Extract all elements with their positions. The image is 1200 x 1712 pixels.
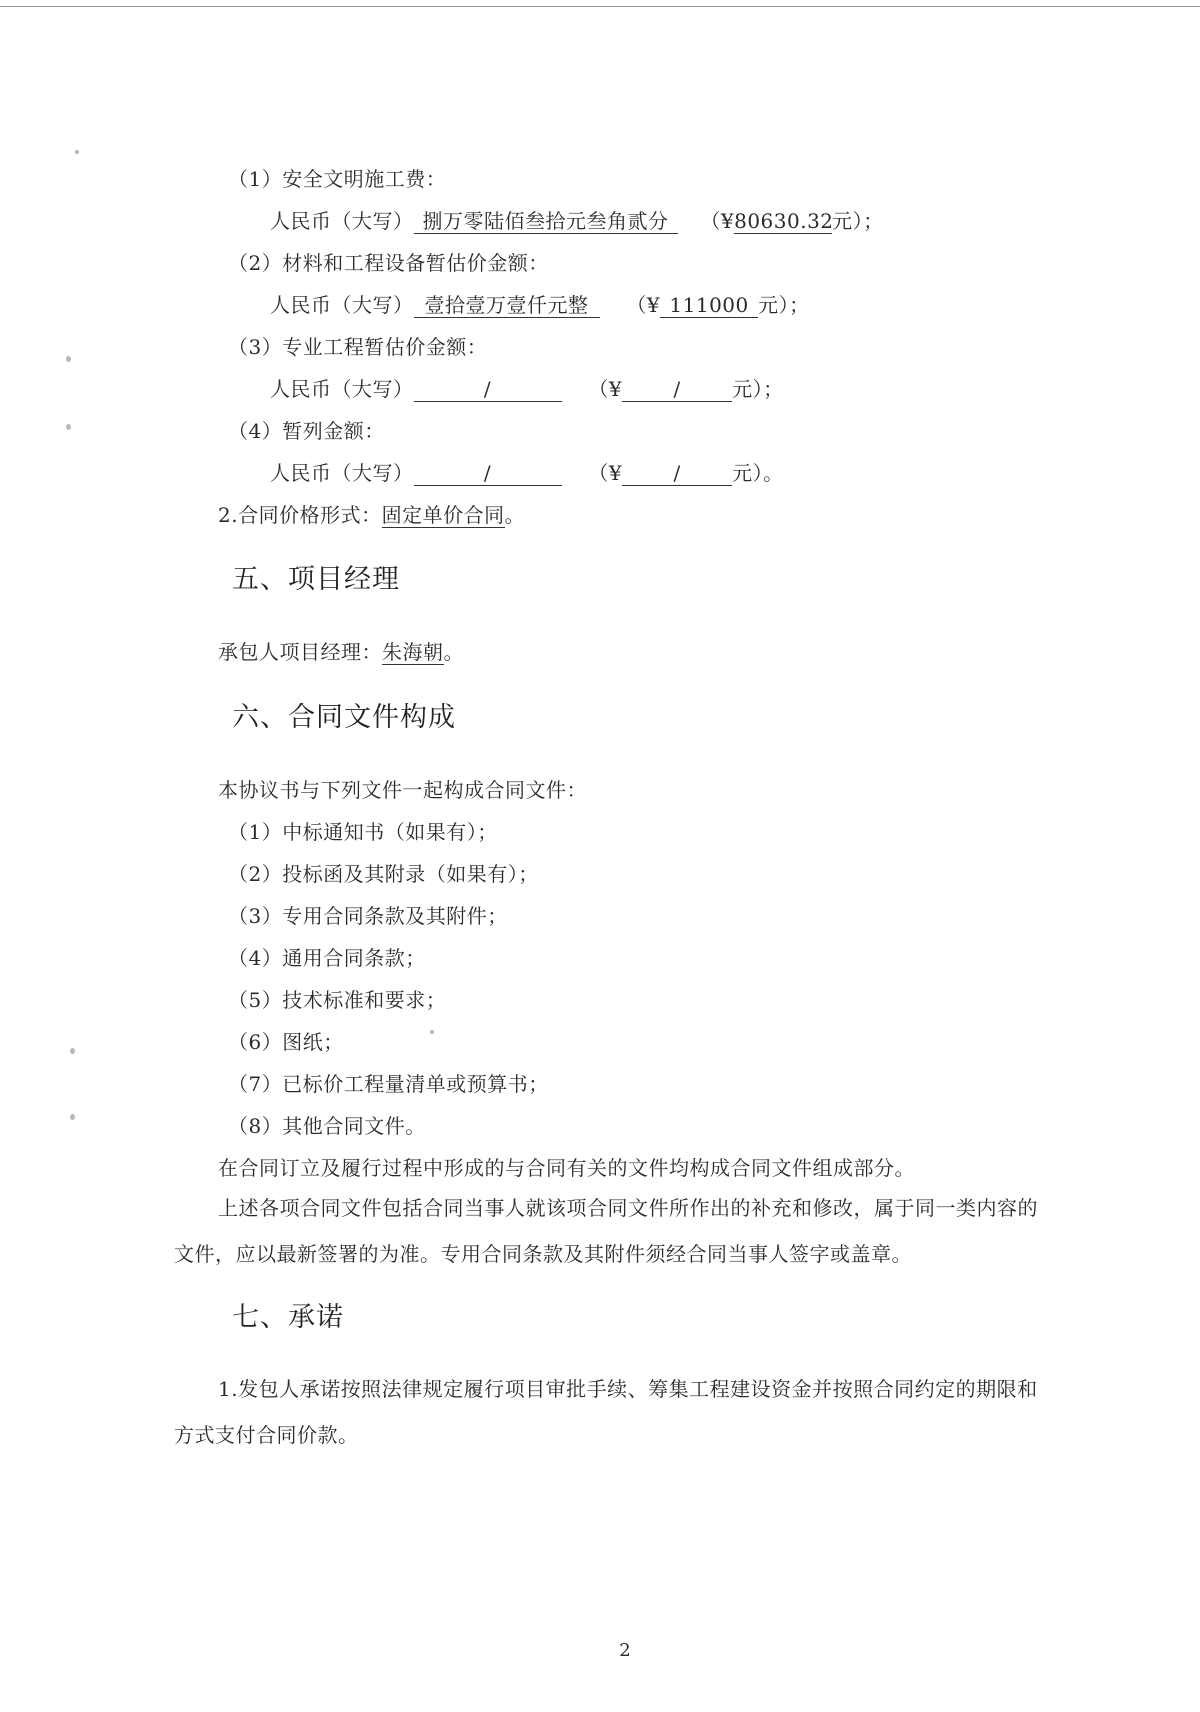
rmb-prefix: 人民币（大写） — [270, 377, 414, 401]
fee-item-3-amount-line — [270, 375, 784, 403]
paren-open: （¥ — [588, 461, 623, 485]
scan-speck — [66, 356, 71, 362]
project-manager-label: 承包人项目经理： — [218, 640, 382, 664]
amount-number: / — [622, 461, 732, 486]
top-border-line — [0, 6, 1200, 7]
paren-open: （¥ — [588, 377, 623, 401]
scan-speck — [75, 150, 79, 154]
scan-speck — [66, 424, 71, 430]
fee-item-1-label: （1）安全文明施工费： — [228, 167, 447, 191]
price-form-value: 固定单价合同 — [381, 503, 505, 527]
rmb-prefix: 人民币（大写） — [270, 293, 414, 317]
paren-close: 元）； — [832, 209, 884, 233]
list-item: （5）技术标准和要求； — [228, 988, 447, 1012]
paren-open: （¥ — [626, 293, 661, 317]
paren-open: （¥ — [700, 209, 735, 233]
rmb-words: 捌万零陆佰叁拾元叁角贰分 — [414, 209, 678, 234]
contract-docs-paragraph-1: 在合同订立及履行过程中形成的与合同有关的文件均构成合同文件组成部分。 — [218, 1156, 915, 1180]
paren-close: 元）； — [758, 293, 810, 317]
paren-close: 元）。 — [732, 461, 784, 485]
project-manager-name: 朱海朝 — [382, 640, 444, 664]
fee-item-2-label: （2）材料和工程设备暂估价金额： — [228, 251, 549, 275]
list-item: （3）专用合同条款及其附件； — [228, 904, 508, 928]
scan-speck — [70, 1114, 75, 1120]
rmb-prefix: 人民币（大写） — [270, 209, 414, 233]
fee-item-3-label: （3）专业工程暂估价金额： — [228, 335, 488, 359]
section-5-heading: 五、项目经理 — [232, 564, 400, 595]
contract-docs-paragraph-2: 上述各项合同文件包括合同当事人就该项合同文件所作出的补充和修改，属于同一类内容的文件，应以最新签署的为准。专用合同条款及其附件须经合同当事人签字或盖章。 — [174, 1196, 1038, 1266]
section-7-heading: 七、承诺 — [232, 1302, 344, 1333]
price-form-label: 2.合同价格形式： — [218, 503, 382, 527]
price-form-line — [218, 501, 525, 529]
fee-item-2-amount-line — [270, 291, 810, 319]
amount-number: / — [622, 377, 732, 402]
rmb-words: / — [414, 377, 562, 402]
page-number: 2 — [619, 1640, 631, 1661]
list-item: （6）图纸； — [228, 1030, 344, 1054]
rmb-words: 壹拾壹万壹仟元整 — [414, 293, 600, 318]
fee-item-4-label: （4）暂列金额： — [228, 419, 385, 443]
scan-speck — [70, 1048, 75, 1054]
amount-number: 111000 — [660, 293, 758, 318]
contract-docs-intro: 本协议书与下列文件一起构成合同文件： — [218, 778, 587, 802]
list-item: （1）中标通知书（如果有）； — [228, 820, 498, 844]
commitment-paragraph-1: 1.发包人承诺按照法律规定履行项目审批手续、筹集工程建设资金并按照合同约定的期限和方式支付合同价款。 — [174, 1377, 1038, 1447]
paren-close: 元）； — [732, 377, 784, 401]
list-item: （4）通用合同条款； — [228, 946, 426, 970]
scan-speck — [430, 1030, 434, 1034]
rmb-prefix: 人民币（大写） — [270, 461, 414, 485]
list-item: （2）投标函及其附录（如果有）； — [228, 862, 539, 886]
list-item: （8）其他合同文件。 — [228, 1114, 426, 1138]
list-item: （7）已标价工程量清单或预算书； — [228, 1072, 549, 1096]
project-manager-end: 。 — [443, 640, 464, 664]
fee-item-4-amount-line — [270, 459, 784, 487]
project-manager-line — [218, 638, 464, 666]
fee-item-1-amount-line — [270, 207, 884, 235]
rmb-words: / — [414, 461, 562, 486]
price-form-end: 。 — [504, 503, 526, 527]
amount-number: 80630.32 — [734, 209, 834, 233]
section-6-heading: 六、合同文件构成 — [232, 702, 456, 733]
